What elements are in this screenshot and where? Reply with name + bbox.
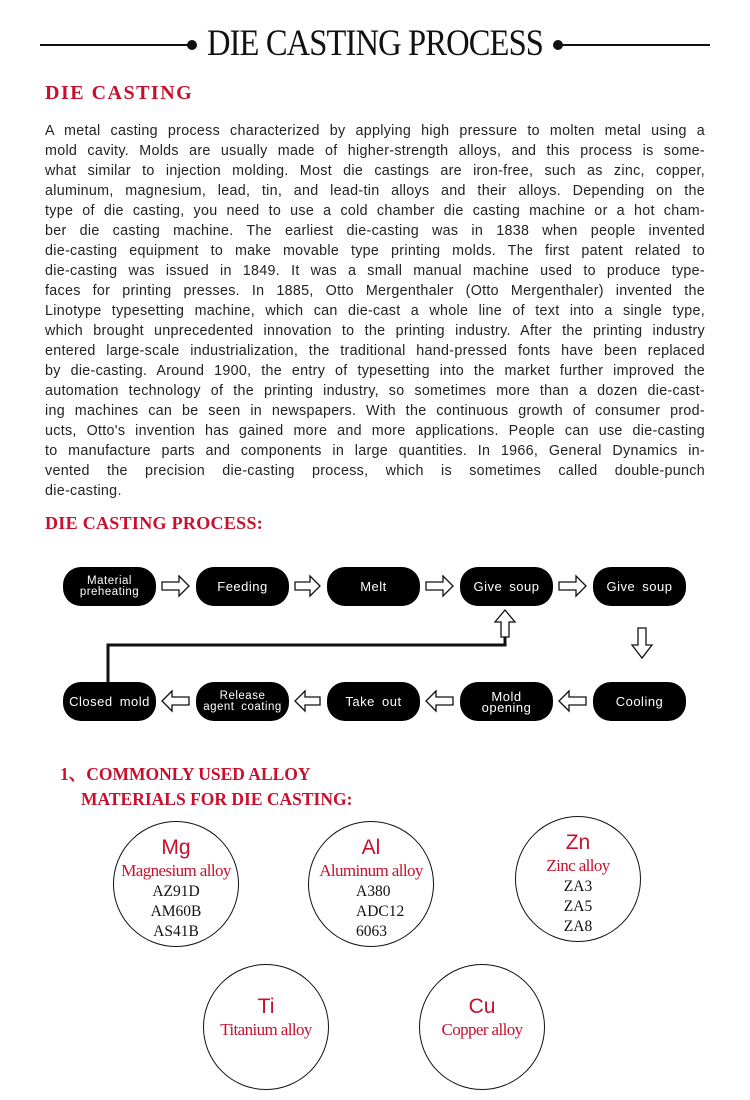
left-arrow-icon — [426, 691, 453, 711]
alloy-circle-cu — [419, 964, 545, 1090]
paragraph-line: vented the precision die-casting process, which is sometimes called double-punch — [45, 463, 705, 479]
process-step: Give soup — [460, 567, 553, 606]
process-step: Mold opening — [460, 682, 553, 721]
alloy-grade: A380 — [356, 883, 391, 900]
alloy-grade: ZA3 — [563, 878, 593, 895]
left-arrow-icon — [162, 691, 189, 711]
paragraph-line: ber die casting machine. The earliest die-casting was in 1838 when people invented — [45, 223, 705, 239]
alloy-circle-ti — [203, 964, 329, 1090]
alloy-grade: AM60B — [150, 903, 202, 920]
right-arrow-icon — [162, 576, 189, 596]
paragraph-line: mold cavity. Molds are usually made of higher-strength alloys, and this process is some- — [45, 143, 705, 159]
alloy-symbol: Al — [361, 836, 381, 859]
alloy-name: Copper alloy — [441, 1020, 523, 1039]
process-step: Release agent coating — [196, 682, 289, 721]
alloy-circle-mg — [113, 821, 239, 947]
paragraph-line: ing machines can be seen in newspapers. With the continuous growth of consumer prod- — [45, 403, 705, 419]
alloy-symbol: Zn — [565, 831, 591, 854]
left-arrow-icon — [295, 691, 320, 711]
alloy-grade: ZA5 — [563, 898, 593, 915]
paragraph-line: Linotype typesetting machine, which can die-cast a whole line of text into a single type, — [45, 303, 705, 319]
alloy-grade: AS41B — [153, 923, 199, 940]
process-step: Material preheating — [63, 567, 156, 606]
paragraph-line: what similar to injection molding. Most die castings are iron-free, such as zinc, copper, — [45, 163, 705, 179]
alloy-name: Zinc alloy — [546, 856, 610, 875]
paragraph-line: faces for printing presses. In 1885, Otto Mergenthaler (Otto Mergenthaler) invented the — [45, 283, 705, 299]
alloy-grade: ZA8 — [563, 918, 593, 935]
right-arrow-icon — [559, 576, 586, 596]
paragraph-line: type of die casting, you need to use a cold chamber die casting machine or a hot cham- — [45, 203, 705, 219]
paragraph-line: die-casting was issued in 1849. It was a small manual machine used to produce type- — [45, 263, 705, 279]
paragraph-line: A metal casting process characterized by applying high pressure to molten metal using a — [45, 123, 705, 139]
alloy-name: Aluminum alloy — [319, 861, 423, 880]
section-heading-alloys — [60, 762, 352, 812]
paragraph-line: to manufacture parts and components in large quantities. In 1966, General Dynamics in- — [45, 443, 705, 459]
process-step: Closed mold — [63, 682, 156, 721]
alloy-grade: 6063 — [356, 923, 387, 940]
alloy-name: Magnesium alloy — [121, 861, 231, 880]
section-heading-die-casting: DIE CASTING — [45, 82, 194, 104]
down-arrow-icon — [632, 628, 652, 658]
paragraph-line: aluminum, magnesium, lead, tin, and lead-tin alloys and their alloys. Depending on the — [45, 183, 705, 199]
alloy-grade: ADC12 — [356, 903, 405, 920]
alloys-heading-line2: MATERIALS FOR DIE CASTING: — [81, 789, 353, 809]
alloy-symbol: Mg — [161, 836, 191, 859]
process-step: Feeding — [196, 567, 289, 606]
alloy-name: Titanium alloy — [220, 1020, 312, 1039]
process-step: Melt — [327, 567, 420, 606]
page-title: DIE CASTING PROCESS — [206, 23, 544, 64]
alloy-circle-al — [308, 821, 434, 947]
alloys-heading-line1: 1、COMMONLY USED ALLOY — [60, 764, 311, 784]
paragraph-line: die-casting equipment to make movable type printing molds. The first patent related to — [45, 243, 705, 259]
paragraph-line: die-casting. — [45, 483, 122, 499]
return-line — [108, 636, 505, 682]
alloy-grade: AZ91D — [152, 883, 200, 900]
paragraph-line: by die-casting. Around 1900, the entry of typesetting into the market further improved the — [45, 363, 705, 379]
paragraph-line: which brought unprecedented innovation to the printing industry. After the printing industry — [45, 323, 705, 339]
alloy-symbol: Ti — [257, 995, 275, 1018]
paragraph-line: ucts, Otto's invention has gained more and more applications. People can use die-casting — [45, 423, 705, 439]
left-arrow-icon — [559, 691, 586, 711]
right-arrow-icon — [426, 576, 453, 596]
paragraph-line: automation technology of the printing industry, so sometimes more than a dozen die-cast- — [45, 383, 705, 399]
paragraph-line: entered large-scale industrialization, the traditional hand-pressed fonts have been replaced — [45, 343, 705, 359]
alloy-symbol: Cu — [468, 995, 496, 1018]
right-arrow-icon — [295, 576, 320, 596]
up-arrow-icon — [495, 610, 515, 637]
section-heading-process: DIE CASTING PROCESS: — [45, 513, 264, 533]
process-step: Take out — [327, 682, 420, 721]
process-step: Cooling — [593, 682, 686, 721]
process-step: Give soup — [593, 567, 686, 606]
alloy-circle-zn — [515, 816, 641, 942]
